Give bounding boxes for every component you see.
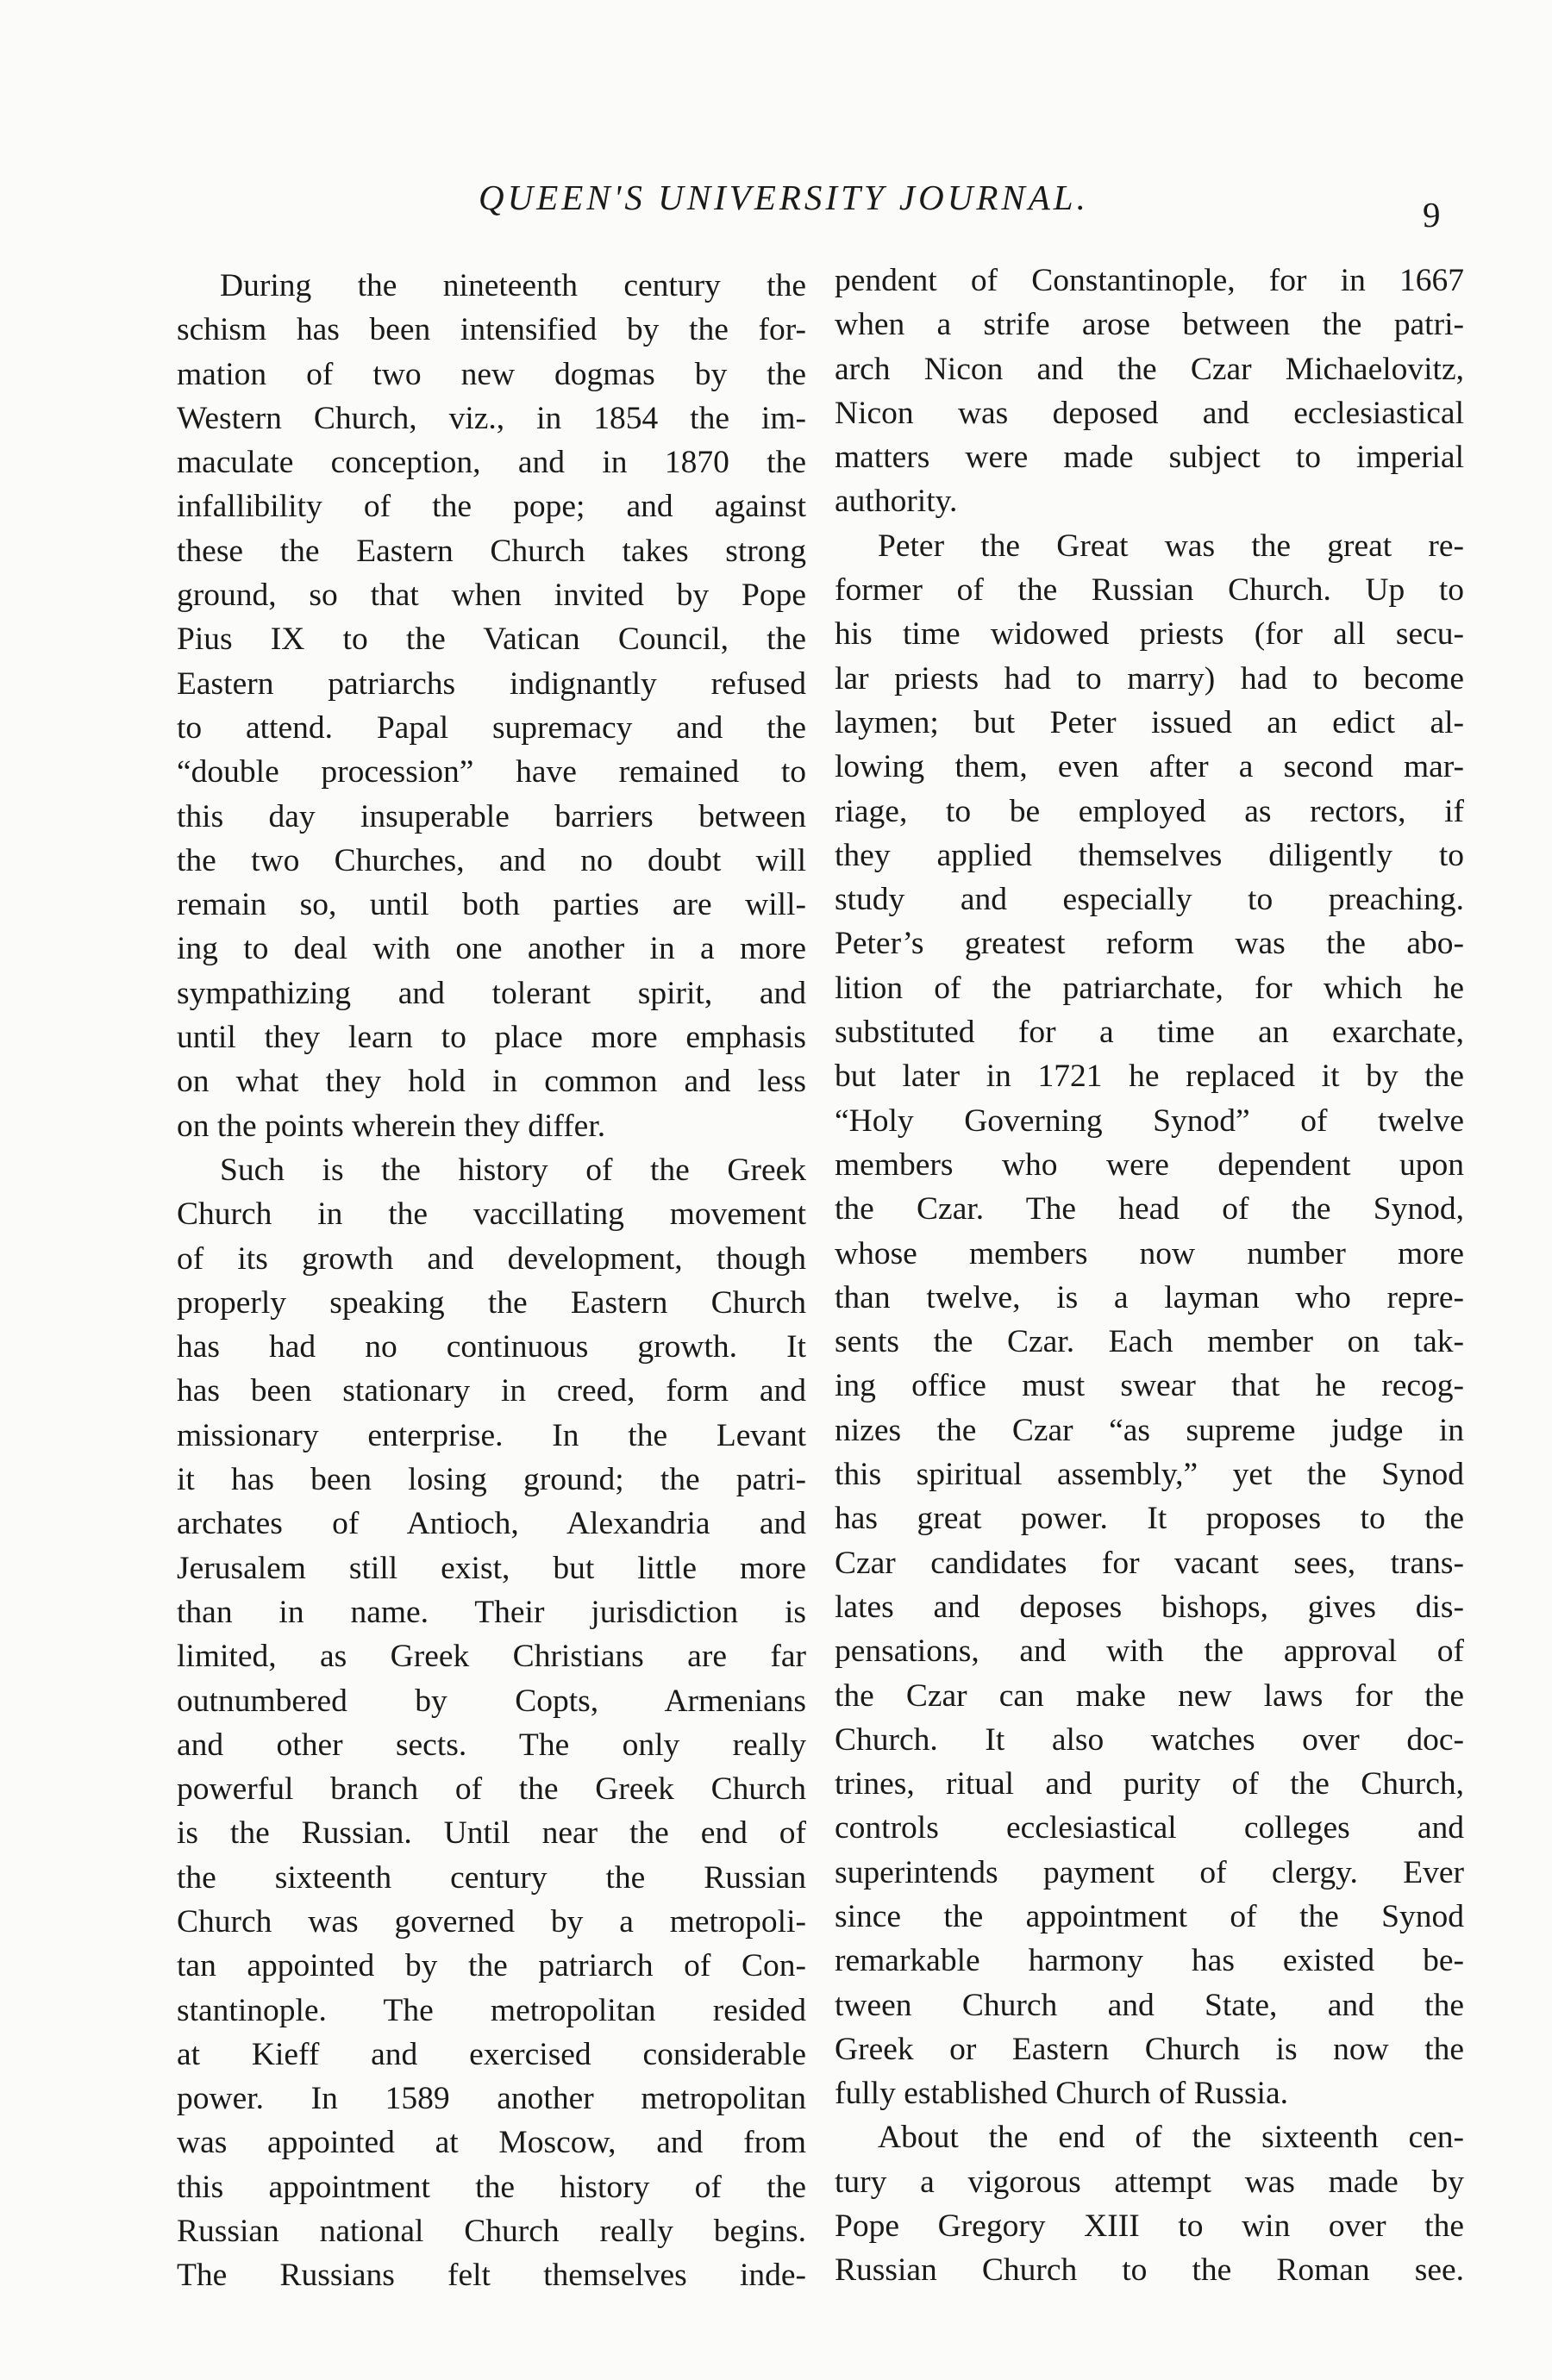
page-number: 9	[1423, 195, 1441, 234]
text-line: the two Churches, and no doubt will	[177, 842, 806, 878]
text-line: missionary enterprise. In the Levant	[177, 1417, 806, 1453]
text-line: authority.	[835, 484, 958, 520]
text-line: Pope Gregory XIII to win over the	[835, 2208, 1464, 2245]
text-line: Church was governed by a metropoli-	[177, 1903, 806, 1940]
text-line: properly speaking the Eastern Church	[177, 1284, 806, 1321]
text-line: superintends payment of clergy. Ever	[835, 1854, 1464, 1890]
text-line: maculate conception, and in 1870 the	[177, 445, 806, 481]
text-line: nizes the Czar “as supreme judge in	[835, 1412, 1464, 1448]
text-line: “Holy Governing Synod” of twelve	[835, 1103, 1464, 1139]
text-line: whose members now number more	[835, 1235, 1464, 1271]
text-line: controls ecclesiastical colleges and	[835, 1810, 1464, 1846]
text-line: ing office must swear that he recog-	[835, 1368, 1464, 1404]
text-line: but later in 1721 he replaced it by the	[835, 1059, 1464, 1095]
text-line: “double procession” have remained to	[177, 754, 806, 790]
text-line: until they learn to place more emphasis	[177, 1020, 806, 1056]
text-line: ground, so that when invited by Pope	[177, 578, 806, 614]
text-line: sympathizing and tolerant spirit, and	[177, 975, 806, 1011]
text-line: study and especially to preaching.	[835, 882, 1464, 918]
text-line: Eastern patriarchs indignantly refused	[177, 665, 806, 702]
text-line: Russian Church to the Roman see.	[835, 2252, 1464, 2289]
text-line: since the appointment of the Synod	[835, 1898, 1464, 1934]
text-line: was appointed at Moscow, and from	[177, 2125, 806, 2161]
text-line: Peter’s greatest reform was the abo-	[835, 926, 1464, 962]
text-line: lates and deposes bishops, gives dis-	[835, 1589, 1464, 1625]
text-line: tan appointed by the patriarch of Con-	[177, 1948, 806, 1984]
running-header	[0, 177, 1552, 234]
text-line: sents the Czar. Each member on tak-	[835, 1324, 1464, 1360]
text-line: arch Nicon and the Czar Michaelovitz,	[835, 351, 1464, 387]
left-column	[177, 264, 806, 2298]
text-line: limited, as Greek Christians are far	[177, 1639, 806, 1675]
text-line: to attend. Papal supremacy and the	[177, 709, 806, 746]
text-line: than in name. Their jurisdiction is	[177, 1594, 806, 1630]
text-line: fully established Church of Russia.	[835, 2076, 1288, 2112]
text-line: it has been losing ground; the patri-	[177, 1462, 806, 1498]
text-line: of its growth and development, though	[177, 1240, 806, 1277]
text-line: this appointment the history of the	[177, 2169, 806, 2205]
text-line: Pius IX to the Vatican Council, the	[177, 622, 806, 658]
text-line: on the points wherein they differ.	[177, 1108, 606, 1144]
text-line: than twelve, is a layman who repre-	[835, 1279, 1464, 1315]
text-line: Peter the Great was the great re-	[878, 528, 1464, 564]
text-line: schism has been intensified by the for-	[177, 312, 806, 348]
text-line: remarkable harmony has existed be-	[835, 1943, 1464, 1979]
text-line: laymen; but Peter issued an edict al-	[835, 704, 1464, 740]
text-line: powerful branch of the Greek Church	[177, 1771, 806, 1808]
text-line: his time widowed priests (for all secu-	[835, 616, 1464, 653]
text-line: Russian national Church really begins.	[177, 2214, 806, 2250]
text-line: tury a vigorous attempt was made by	[835, 2164, 1464, 2200]
text-line: Czar candidates for vacant sees, trans-	[835, 1545, 1464, 1581]
text-line: has great power. It proposes to the	[835, 1501, 1464, 1537]
text-line: when a strife arose between the patri-	[835, 307, 1464, 343]
text-line: infallibility of the pope; and against	[177, 489, 806, 525]
text-line: Greek or Eastern Church is now the	[835, 2031, 1464, 2067]
text-line: During the nineteenth century the	[220, 268, 806, 303]
text-line: pendent of Constantinople, for in 1667	[835, 263, 1464, 298]
text-line: has been stationary in creed, form and	[177, 1373, 806, 1409]
text-line: pensations, and with the approval of	[835, 1634, 1464, 1670]
text-line: About the end of the sixteenth cen-	[878, 2120, 1464, 2156]
text-line: remain so, until both parties are will-	[177, 887, 806, 923]
text-line: the Czar. The head of the Synod,	[835, 1191, 1464, 1227]
text-line: lowing them, even after a second mar-	[835, 749, 1464, 785]
text-line: riage, to be employed as rectors, if	[835, 793, 1464, 829]
text-line: and other sects. The only really	[177, 1727, 806, 1763]
text-line: The Russians felt themselves inde-	[177, 2258, 806, 2294]
text-line: these the Eastern Church takes strong	[177, 533, 806, 569]
text-line: Church in the vaccillating movement	[177, 1196, 806, 1233]
text-line: trines, ritual and purity of the Church,	[835, 1766, 1464, 1802]
text-line: Western Church, viz., in 1854 the im-	[177, 400, 806, 436]
text-line: is the Russian. Until near the end of	[177, 1815, 806, 1852]
text-line: the Czar can make new laws for the	[835, 1677, 1464, 1714]
text-line: matters were made subject to imperial	[835, 440, 1464, 476]
journal-title: QUEEN'S UNIVERSITY JOURNAL.	[479, 178, 1089, 217]
text-line: they applied themselves diligently to	[835, 837, 1464, 873]
text-line: members who were dependent upon	[835, 1146, 1464, 1183]
text-line: substituted for a time an exarchate,	[835, 1015, 1464, 1051]
text-line: stantinople. The metropolitan resided	[177, 1992, 806, 2028]
text-line: has had no continuous growth. It	[177, 1329, 806, 1365]
text-line: outnumbered by Copts, Armenians	[177, 1683, 806, 1719]
text-line: mation of two new dogmas by the	[177, 356, 806, 392]
text-line: Jerusalem still exist, but little more	[177, 1550, 806, 1586]
text-line: Church. It also watches over doc-	[835, 1721, 1464, 1758]
text-line: this spiritual assembly,” yet the Synod	[835, 1457, 1464, 1493]
text-line: Such is the history of the Greek	[220, 1152, 806, 1188]
right-column	[835, 259, 1464, 2293]
text-line: tween Church and State, and the	[835, 1987, 1464, 2023]
text-line: the sixteenth century the Russian	[177, 1859, 806, 1896]
text-line: this day insuperable barriers between	[177, 798, 806, 834]
text-line: lar priests had to marry) had to become	[835, 660, 1464, 697]
text-line: ing to deal with one another in a more	[177, 931, 806, 967]
text-line: on what they hold in common and less	[177, 1064, 806, 1100]
text-line: power. In 1589 another metropolitan	[177, 2081, 806, 2117]
text-line: at Kieff and exercised considerable	[177, 2036, 806, 2072]
text-line: lition of the patriarchate, for which he	[835, 970, 1464, 1006]
text-line: archates of Antioch, Alexandria and	[177, 1506, 806, 1542]
text-line: Nicon was deposed and ecclesiastical	[835, 395, 1464, 431]
text-line: former of the Russian Church. Up to	[835, 572, 1464, 609]
